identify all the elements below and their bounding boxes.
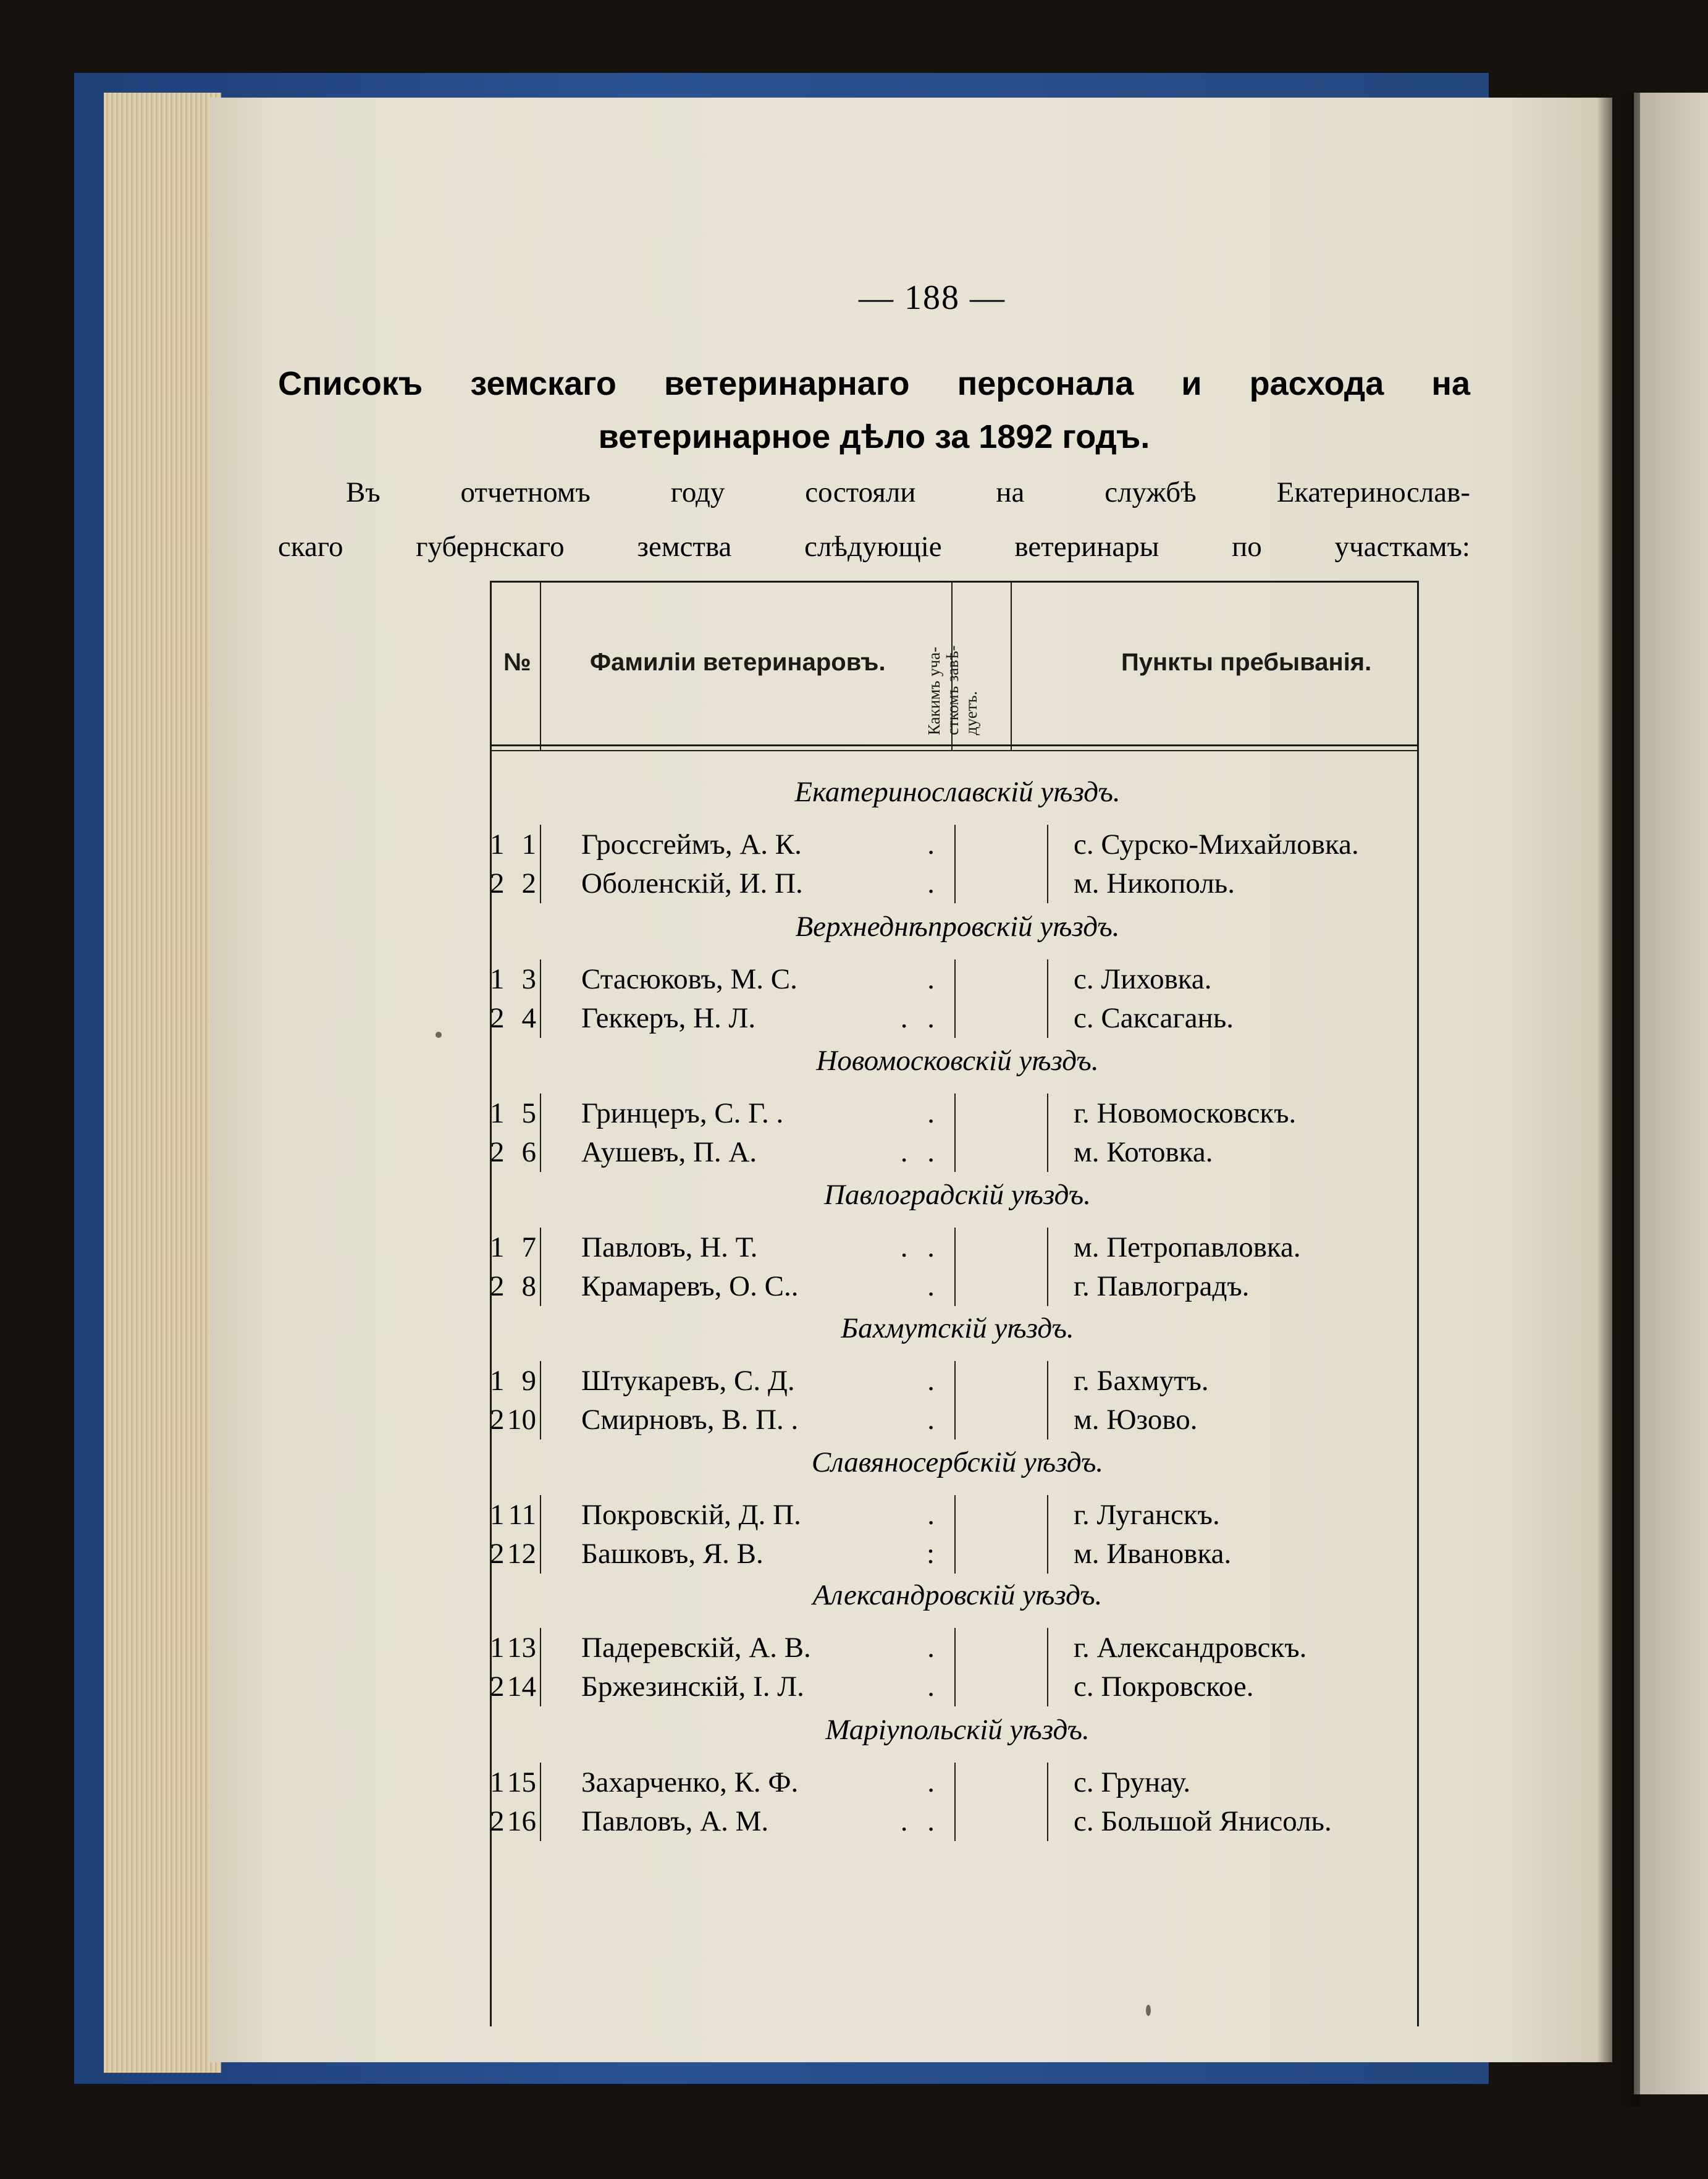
station-place: с. Сурско-Михайловка. [1074,828,1359,861]
col-separator-uchastok [1011,581,1012,751]
row-number: 6 [521,1136,536,1168]
uchastok-number: 2 [490,1538,505,1570]
vet-name: Аушевъ, П. А. [581,1136,757,1168]
station-place: с. Покровское. [1074,1671,1254,1703]
leader-dots: . [927,963,941,995]
vet-name: Падеревскій, А. В. [581,1632,811,1664]
district-title: Славяносербскій уѣздъ. [811,1446,1104,1478]
column-rule [1047,1495,1048,1535]
uchastok-number: 1 [490,1097,505,1129]
vet-name: Геккеръ, Н. Л. [581,1002,756,1034]
column-rule [1047,825,1048,864]
district-title: Новомосковскій уѣздъ. [816,1045,1099,1077]
column-rule [954,1400,956,1439]
gutter-shadow [1597,93,1640,2107]
station-place: с. Лиховка. [1074,963,1212,995]
uchastok-number: 1 [490,963,505,995]
row-number: 12 [507,1538,536,1570]
table-row [490,1136,1419,1173]
column-rule [1047,1400,1048,1439]
facing-page [1634,93,1708,2094]
column-rule [954,1094,956,1133]
table-top-rule [490,581,1419,583]
table-row [490,1001,1419,1039]
column-rule [540,1400,541,1439]
header-uchastok [925,593,980,735]
column-rule [954,1132,956,1172]
column-rule [540,998,541,1038]
row-number: 13 [507,1632,536,1664]
station-place: м. Петропавловка. [1074,1231,1301,1263]
vet-name: Смирновъ, В. П. . [581,1404,799,1436]
column-rule [1047,1132,1048,1172]
column-rule [954,1267,956,1306]
station-place: г. Александровскъ. [1074,1632,1307,1664]
vet-name: Крамаревъ, О. С.. [581,1270,799,1302]
table-row [490,828,1419,865]
station-place: м. Юзово. [1074,1404,1198,1436]
uchastok-number: 1 [490,1365,505,1397]
column-rule [1047,1534,1048,1574]
uchastok-number: 2 [490,1404,505,1436]
table-row [490,1403,1419,1440]
uchastok-number: 2 [490,1671,505,1703]
uchastok-number: 1 [490,1231,505,1263]
vet-name: Павловъ, Н. Т. [581,1231,758,1263]
station-place: г. Новомосковскъ. [1074,1097,1297,1129]
uchastok-number: 1 [490,1766,505,1798]
vet-name: Павловъ, А. М. [581,1805,769,1837]
row-number: 15 [507,1766,536,1798]
station-place: с. Большой Янисоль. [1074,1805,1332,1837]
ink-speck [435,1032,442,1038]
vet-name: Покровскій, Д. П. [581,1499,801,1531]
column-rule [954,864,956,903]
uchastok-number: 2 [490,867,505,900]
ink-speck [1146,2005,1151,2016]
header-names: Фамиліи ветеринаровъ. [590,649,886,676]
table-row [490,1766,1419,1803]
district-title: Александровскій уѣздъ. [812,1579,1103,1611]
column-rule [1047,1361,1048,1401]
heading-line-2: ветеринарное дѣло за 1892 годъ. [598,418,1150,455]
column-rule [1047,959,1048,999]
leader-dots: . [927,828,941,861]
vet-name: Бржезинскій, І. Л. [581,1671,804,1703]
leader-dots: . . [900,1231,941,1263]
column-rule [540,1495,541,1535]
page-edges [104,93,221,2073]
column-rule [954,1534,956,1574]
header-uchastok-line1: Какимъ уча- [925,646,943,735]
column-rule [540,1667,541,1706]
vet-name: Гроссгеймъ, А. К. [581,828,802,861]
row-number: 2 [521,867,536,900]
intro-line-1: Въ отчетномъ году состояли на службѣ Екатеринослав- [346,476,1470,508]
column-rule [954,1228,956,1267]
leader-dots: . [927,1499,941,1531]
table-row [490,1364,1419,1401]
header-number: № [503,649,531,676]
leader-dots: : [926,1538,941,1570]
leader-dots: . . [900,1805,941,1837]
vet-name: Штукаревъ, С. Д. [581,1365,795,1397]
station-place: г. Павлоградъ. [1074,1270,1250,1302]
column-rule [540,1628,541,1667]
column-rule [540,1534,541,1574]
header-places: Пункты пребыванія. [1121,649,1372,676]
table-row [490,1097,1419,1134]
row-number: 7 [521,1231,536,1263]
column-rule [954,1763,956,1802]
column-rule [1047,1228,1048,1267]
uchastok-number: 2 [490,1002,505,1034]
table-row [490,1231,1419,1268]
row-number: 9 [521,1365,536,1397]
row-number: 11 [508,1499,536,1531]
column-rule [540,959,541,999]
header-uchastok-line2: сткомъ завѣ- [943,645,962,735]
district-title: Павлоградскій уѣздъ. [824,1179,1091,1211]
column-rule [540,1802,541,1841]
station-place: г. Луганскъ. [1074,1499,1220,1531]
uchastok-number: 2 [490,1136,505,1168]
vet-name: Гринцеръ, С. Г. . [581,1097,784,1129]
uchastok-number: 1 [490,828,505,861]
column-rule [954,1495,956,1535]
row-number: 14 [507,1671,536,1703]
column-rule [1047,1667,1048,1706]
col-separator-num [540,581,541,751]
station-place: м. Ивановка. [1074,1538,1232,1570]
column-rule [1047,1267,1048,1306]
header-uchastok-line3: дуетъ. [962,691,980,735]
row-number: 16 [507,1805,536,1837]
station-place: с. Грунау. [1074,1766,1191,1798]
table-row [490,1537,1419,1574]
row-number: 1 [521,828,536,861]
table-header-rule [490,744,1419,746]
leader-dots: . [927,1671,941,1703]
leader-dots: . [927,1404,941,1436]
leader-dots: . [927,1632,941,1664]
station-place: м. Никополь. [1074,867,1235,900]
column-rule [540,1267,541,1306]
table-row [490,1805,1419,1842]
column-rule [540,864,541,903]
column-rule [1047,1763,1048,1802]
row-number: 8 [521,1270,536,1302]
column-rule [954,1628,956,1667]
table-row [490,867,1419,904]
column-rule [1047,998,1048,1038]
column-rule [954,1667,956,1706]
uchastok-number: 1 [490,1499,505,1531]
table-row [490,963,1419,1000]
column-rule [540,825,541,864]
uchastok-number: 2 [490,1805,505,1837]
column-rule [540,1763,541,1802]
vet-name: Оболенскій, И. П. [581,867,803,900]
station-place: г. Бахмутъ. [1074,1365,1209,1397]
district-title: Маріупольскій уѣздъ. [825,1714,1090,1746]
table-header-rule-double [490,750,1419,751]
column-rule [954,1361,956,1401]
row-number: 10 [507,1404,536,1436]
uchastok-number: 2 [490,1270,505,1302]
column-rule [540,1361,541,1401]
leader-dots: . [927,1365,941,1397]
column-rule [1047,1094,1048,1133]
vet-name: Захарченко, К. Ф. [581,1766,799,1798]
column-rule [954,825,956,864]
table-row [490,1270,1419,1307]
leader-dots: . [927,1270,941,1302]
uchastok-number: 1 [490,1632,505,1664]
row-number: 5 [521,1097,536,1129]
vet-name: Башковъ, Я. В. [581,1538,764,1570]
column-rule [1047,864,1048,903]
station-place: с. Саксагань. [1074,1002,1234,1034]
intro-line-2: скаго губернскаго земства слѣдующіе ветеринары по участкамъ: [278,531,1470,563]
column-rule [540,1094,541,1133]
page-number: — 188 — [859,279,1006,317]
column-rule [540,1132,541,1172]
district-title: Бахмутскій уѣздъ. [841,1312,1074,1344]
table-row [490,1670,1419,1707]
heading-line-1: Списокъ земскаго ветеринарнаго персонала и расхода на [278,365,1470,402]
column-rule [1047,1802,1048,1841]
district-title: Верхнеднѣпровскій уѣздъ. [795,911,1120,943]
column-rule [954,959,956,999]
leader-dots: . . [900,1136,941,1168]
column-rule [1047,1628,1048,1667]
leader-dots: . . [900,1002,941,1034]
column-rule [954,998,956,1038]
row-number: 4 [521,1002,536,1034]
leader-dots: . [927,867,941,900]
leader-dots: . [927,1097,941,1129]
district-title: Екатеринославскій уѣздъ. [794,776,1121,808]
column-rule [954,1802,956,1841]
station-place: м. Котовка. [1074,1136,1213,1168]
vet-name: Стасюковъ, М. С. [581,963,797,995]
leader-dots: . [927,1766,941,1798]
row-number: 3 [521,963,536,995]
column-rule [540,1228,541,1267]
table-row [490,1631,1419,1668]
table-row [490,1498,1419,1535]
